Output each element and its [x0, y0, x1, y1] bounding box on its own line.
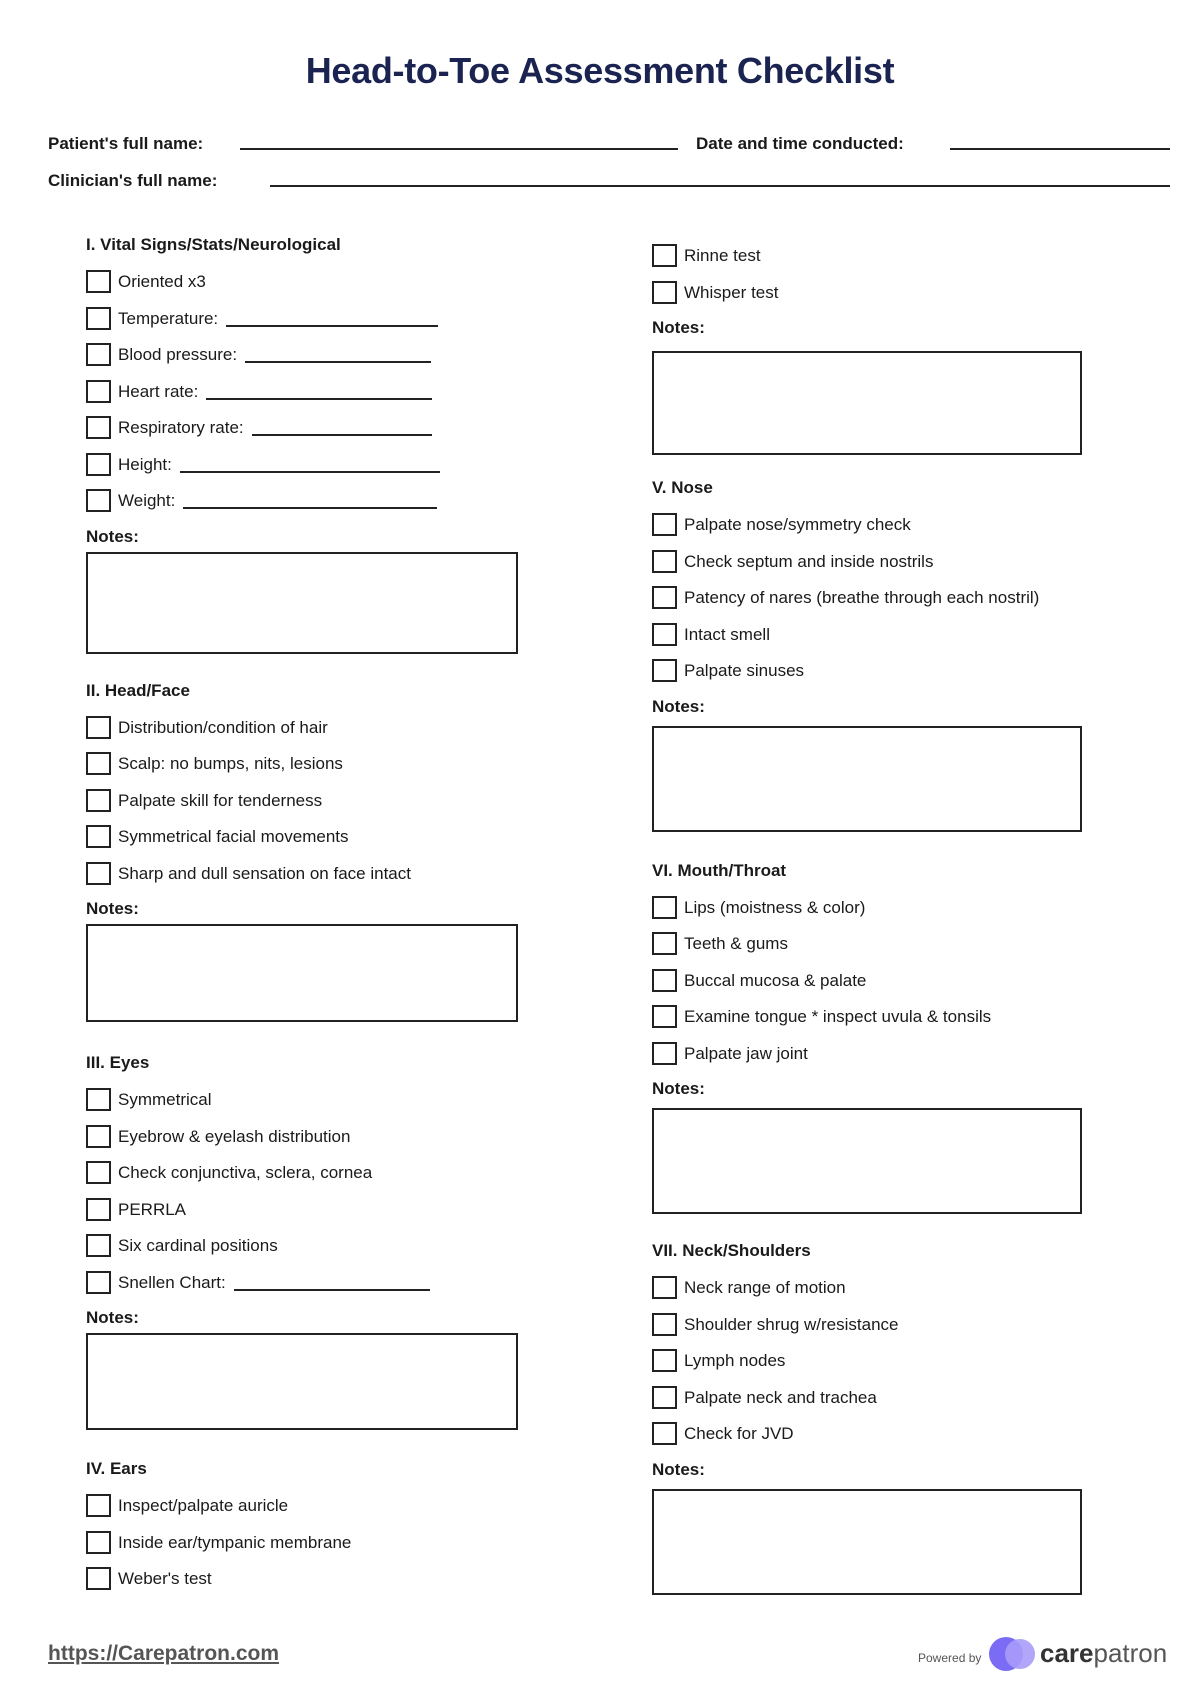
checkbox[interactable]: [652, 1276, 677, 1299]
date-time-field[interactable]: [950, 128, 1170, 150]
checklist-item: [86, 862, 518, 899]
checklist-item: [652, 1422, 1082, 1459]
checkbox[interactable]: [86, 1125, 111, 1148]
checklist-item: [86, 307, 518, 344]
notes-box[interactable]: [652, 351, 1082, 455]
notes-box[interactable]: [86, 924, 518, 1022]
item-label: Palpate jaw joint: [684, 1043, 808, 1063]
item-label: Palpate nose/symmetry check: [684, 515, 911, 534]
checklist-item: [652, 550, 1082, 587]
snellen-chart-field[interactable]: [234, 1271, 430, 1291]
item-label: Weber's test: [118, 1569, 212, 1588]
item-label: Intact smell: [684, 624, 770, 644]
checklist-item: [652, 932, 1082, 969]
checkbox[interactable]: [86, 489, 111, 512]
checkbox[interactable]: [86, 1567, 111, 1590]
checkbox[interactable]: [86, 307, 111, 330]
brand-rest: patron: [1093, 1638, 1168, 1668]
checklist-item: [86, 1198, 518, 1235]
item-label: Lips (moistness & color): [684, 897, 866, 917]
item-label: Scalp: no bumps, nits, lesions: [118, 754, 343, 773]
item-label: Eyebrow & eyelash distribution: [118, 1126, 351, 1146]
checkbox[interactable]: [652, 932, 677, 955]
page-title: Head-to-Toe Assessment Checklist: [305, 50, 895, 91]
checklist-item: [652, 1042, 1082, 1079]
checkbox[interactable]: [86, 1161, 111, 1184]
checkbox[interactable]: [652, 586, 677, 609]
section-vital-signs: [86, 234, 518, 654]
brand-bold: care: [1040, 1638, 1094, 1668]
checklist-item: [86, 270, 518, 307]
item-label: Blood pressure:: [118, 345, 238, 364]
item-label: Buccal mucosa & palate: [684, 970, 867, 990]
section-mouth-throat: [652, 860, 1082, 1215]
carepatron-link[interactable]: https://Carepatron.com: [48, 1642, 280, 1665]
item-label: Palpate sinuses: [684, 661, 805, 680]
checkbox[interactable]: [86, 716, 111, 739]
checkbox[interactable]: [86, 453, 111, 476]
checklist-item: [86, 789, 518, 826]
checklist-item: [86, 489, 518, 526]
section-nose: [652, 477, 1082, 832]
checkbox[interactable]: [86, 752, 111, 775]
temperature-field[interactable]: [226, 307, 438, 327]
item-label: Lymph nodes: [684, 1351, 786, 1370]
checklist-item: [86, 453, 518, 490]
checkbox[interactable]: [652, 550, 677, 573]
clinician-name-field[interactable]: [270, 165, 1170, 187]
item-label: Respiratory rate:: [118, 418, 244, 437]
item-label: Check septum and inside nostrils: [684, 551, 934, 571]
item-label: Palpate neck and trachea: [684, 1387, 877, 1407]
checklist-item: [652, 513, 1082, 550]
notes-label: Notes:: [86, 526, 139, 546]
notes-box[interactable]: [86, 552, 518, 654]
checklist-item: [86, 1494, 518, 1531]
date-time-label: Date and time conducted:: [696, 134, 904, 153]
item-label: Snellen Chart:: [118, 1272, 226, 1292]
notes-box[interactable]: [652, 1108, 1082, 1214]
right-column: [652, 244, 1082, 1595]
section-eyes: [86, 1052, 518, 1430]
checklist-item: [86, 380, 518, 417]
checkbox[interactable]: [652, 244, 677, 267]
item-label: Whisper test: [684, 282, 779, 302]
checklist-item: [652, 896, 1082, 933]
checklist-item: [86, 716, 518, 753]
notes-box[interactable]: [652, 726, 1082, 832]
notes-label: Notes:: [86, 899, 139, 918]
item-label: Check for JVD: [684, 1424, 794, 1443]
checklist-item: [652, 1386, 1082, 1423]
item-label: Palpate skill for tenderness: [118, 790, 323, 810]
checkbox[interactable]: [86, 862, 111, 885]
checkbox[interactable]: [652, 1422, 677, 1445]
item-label: Six cardinal positions: [118, 1236, 278, 1255]
checkbox[interactable]: [652, 281, 677, 304]
checkbox[interactable]: [86, 1088, 111, 1111]
notes-label: Notes:: [652, 696, 705, 716]
checkbox[interactable]: [86, 789, 111, 812]
checklist-item: [652, 1276, 1082, 1313]
item-label: Heart rate:: [118, 381, 199, 401]
powered-by-label: Powered by: [918, 1651, 982, 1665]
checklist-item: [86, 1234, 518, 1271]
checklist-item: [652, 623, 1082, 660]
checklist-item: [652, 586, 1082, 623]
checkbox[interactable]: [86, 416, 111, 439]
item-label: Symmetrical: [118, 1090, 212, 1109]
heart-rate-field[interactable]: [206, 380, 432, 400]
notes-label: Notes:: [652, 1459, 705, 1479]
item-label: Examine tongue * inspect uvula & tonsils: [684, 1007, 992, 1026]
section-neck-shoulders: [652, 1240, 1082, 1595]
checkbox[interactable]: [86, 1531, 111, 1554]
checklist-item: [86, 1567, 518, 1604]
section-ears: [86, 1458, 518, 1604]
checklist-item: [86, 1271, 518, 1308]
item-label: Weight:: [118, 491, 176, 510]
section-ears-continued: [652, 244, 1082, 455]
weight-field[interactable]: [183, 489, 437, 509]
item-label: PERRLA: [118, 1199, 187, 1219]
height-field[interactable]: [180, 453, 440, 473]
section-title: V. Nose: [652, 478, 713, 497]
section-head-face: [86, 680, 518, 1023]
notes-label: Notes:: [652, 318, 705, 337]
section-title: VI. Mouth/Throat: [652, 860, 787, 880]
respiratory-rate-field[interactable]: [252, 416, 432, 436]
item-label: Height:: [118, 454, 172, 474]
checklist-item: [86, 752, 518, 789]
checkbox[interactable]: [652, 1005, 677, 1028]
checkbox[interactable]: [652, 1386, 677, 1409]
checklist-item: [652, 1005, 1082, 1042]
item-label: Distribution/condition of hair: [118, 717, 328, 737]
checklist-item: [86, 343, 518, 380]
item-label: Patency of nares (breathe through each nostril): [684, 588, 1040, 607]
item-label: Sharp and dull sensation on face intact: [118, 863, 411, 883]
patient-name-field[interactable]: [240, 128, 678, 150]
checkbox[interactable]: [86, 380, 111, 403]
checklist-item: [86, 825, 518, 862]
checklist-item: [652, 659, 1082, 696]
carepatron-logo-icon: [988, 1636, 1038, 1672]
checklist-item: [652, 1313, 1082, 1350]
carepatron-wordmark: [1040, 1638, 1167, 1669]
checkbox[interactable]: [86, 343, 111, 366]
left-column: [86, 234, 518, 1604]
checkbox[interactable]: [652, 1313, 677, 1336]
item-label: Neck range of motion: [684, 1278, 846, 1297]
checklist-item: [652, 281, 1082, 318]
checklist-item: [86, 1161, 518, 1198]
item-label: Symmetrical facial movements: [118, 827, 349, 846]
checkbox[interactable]: [652, 896, 677, 919]
checkbox[interactable]: [86, 1271, 111, 1294]
checkbox[interactable]: [652, 1349, 677, 1372]
notes-box[interactable]: [652, 1489, 1082, 1595]
item-label: Oriented x3: [118, 272, 206, 291]
checkbox[interactable]: [86, 1198, 111, 1221]
checkbox[interactable]: [652, 969, 677, 992]
item-label: Check conjunctiva, sclera, cornea: [118, 1163, 373, 1182]
notes-label: Notes:: [86, 1308, 139, 1327]
notes-label: Notes:: [652, 1079, 705, 1098]
checklist-item: [652, 1349, 1082, 1386]
checkbox[interactable]: [86, 825, 111, 848]
checkbox[interactable]: [86, 1494, 111, 1517]
checklist-item: [86, 1531, 518, 1568]
section-title: IV. Ears: [86, 1459, 147, 1478]
item-label: Inside ear/tympanic membrane: [118, 1532, 352, 1552]
checklist-item: [86, 1088, 518, 1125]
checklist-item: [86, 1125, 518, 1162]
checklist-item: [652, 244, 1082, 281]
item-label: Teeth & gums: [684, 934, 788, 953]
checkbox[interactable]: [86, 1234, 111, 1257]
item-label: Temperature:: [118, 308, 219, 328]
item-label: Inspect/palpate auricle: [118, 1496, 289, 1515]
patient-name-label: Patient's full name:: [48, 134, 204, 153]
checkbox[interactable]: [652, 1042, 677, 1065]
checkbox[interactable]: [652, 623, 677, 646]
section-title: VII. Neck/Shoulders: [652, 1241, 811, 1260]
checkbox[interactable]: [652, 659, 677, 682]
section-title: III. Eyes: [86, 1053, 150, 1072]
checklist-item: [86, 416, 518, 453]
notes-box[interactable]: [86, 1333, 518, 1430]
checkbox[interactable]: [86, 270, 111, 293]
section-title: I. Vital Signs/Stats/Neurological: [86, 235, 341, 254]
checklist-item: [652, 969, 1082, 1006]
clinician-name-label: Clinician's full name:: [48, 171, 218, 190]
section-title: II. Head/Face: [86, 680, 190, 700]
item-label: Rinne test: [684, 246, 761, 265]
blood-pressure-field[interactable]: [245, 343, 431, 363]
checkbox[interactable]: [652, 513, 677, 536]
item-label: Shoulder shrug w/resistance: [684, 1314, 899, 1334]
